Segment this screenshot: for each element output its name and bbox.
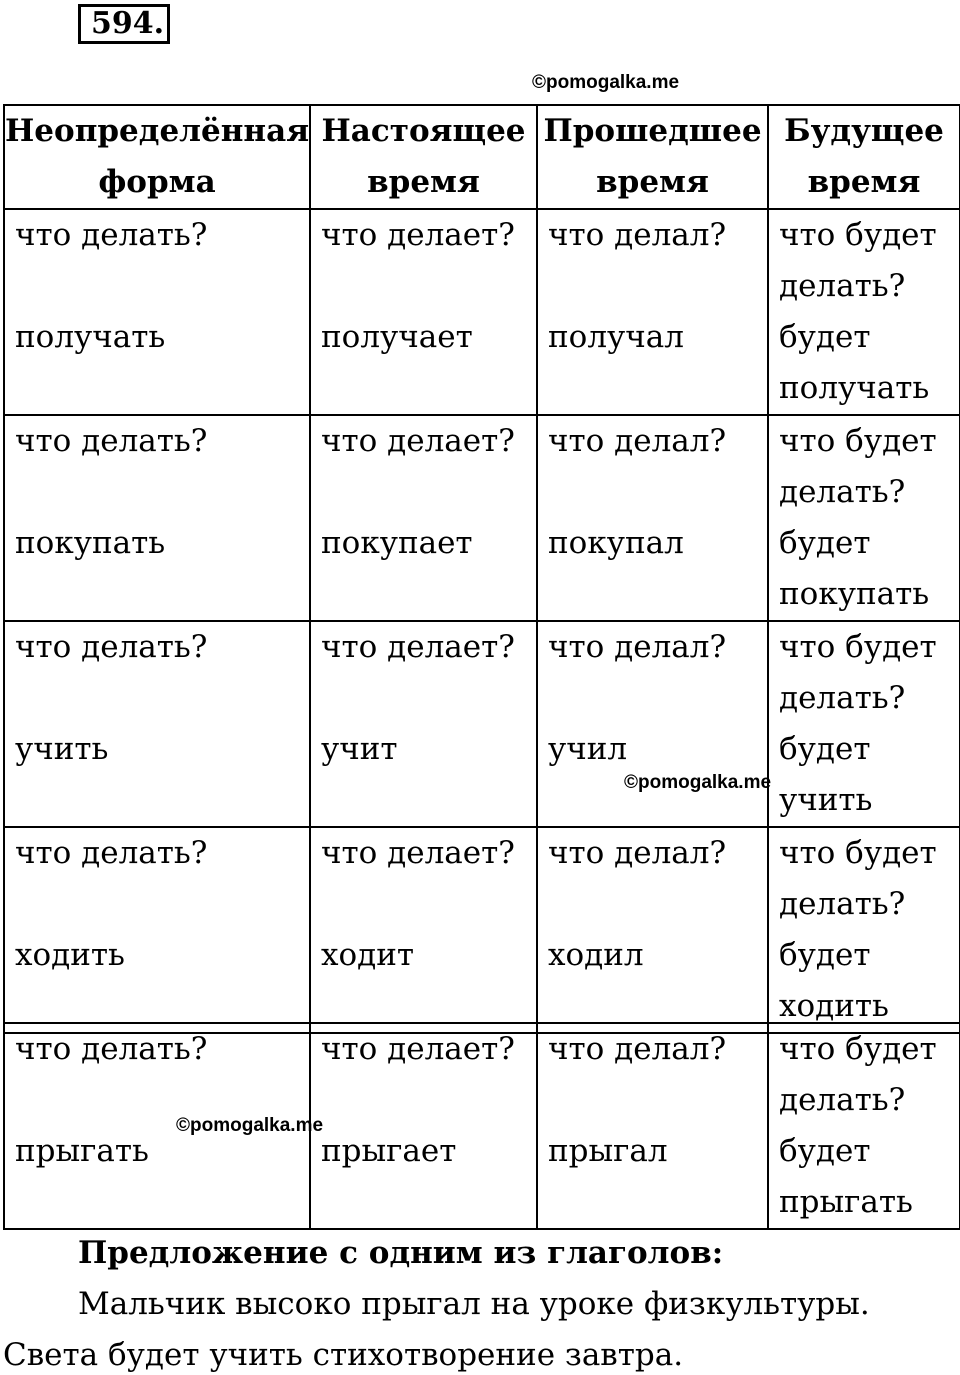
cell-future: [768, 415, 960, 621]
question: что делал?: [548, 629, 727, 665]
example-sentence: Света будет учить стихотворение завтра.: [3, 1337, 684, 1373]
cell-infinitive: [4, 621, 310, 827]
header-present: [310, 105, 537, 209]
header-past: [537, 105, 768, 209]
question: делать?: [779, 268, 906, 304]
question: что делал?: [548, 835, 727, 871]
cell-past: [537, 1023, 768, 1229]
verb: прыгал: [548, 1133, 668, 1169]
verb: ходит: [321, 937, 415, 973]
cell-past: [537, 209, 768, 415]
cell-future: [768, 621, 960, 827]
table-row: [4, 827, 960, 1033]
header-line: время: [596, 164, 709, 200]
question: что делать?: [15, 629, 208, 665]
cell-infinitive: [4, 827, 310, 1033]
header-line: Будущее: [784, 113, 944, 149]
question: что делать?: [15, 835, 208, 871]
cell-future: [768, 827, 960, 1033]
verb: ходить: [15, 937, 125, 973]
verb: будет: [779, 1133, 871, 1169]
verb: учил: [548, 731, 628, 767]
verb-tense-table-continued: [3, 1022, 960, 1230]
verb: получал: [548, 319, 684, 355]
verb: получает: [321, 319, 473, 355]
cell-present: [310, 621, 537, 827]
verb: покупать: [15, 525, 166, 561]
watermark: ©pomogalka.me: [176, 1115, 324, 1136]
verb: будет: [779, 937, 871, 973]
question: что делает?: [321, 423, 515, 459]
cell-future: [768, 1023, 960, 1229]
verb: покупал: [548, 525, 684, 561]
verb: покупать: [779, 576, 930, 612]
header-infinitive: [4, 105, 310, 209]
header-line: форма: [98, 164, 216, 200]
cell-present: [310, 827, 537, 1033]
watermark: ©pomogalka.me: [532, 72, 680, 93]
question: что делал?: [548, 423, 727, 459]
header-line: время: [807, 164, 921, 200]
cell-present: [310, 1023, 537, 1229]
verb: получать: [779, 370, 930, 406]
question: что делает?: [321, 835, 515, 871]
question: что делает?: [321, 1031, 515, 1067]
verb: покупает: [321, 525, 473, 561]
question: делать?: [779, 1082, 906, 1118]
table-row: [4, 1023, 960, 1229]
header-line: Настоящее: [321, 113, 526, 149]
table-row: [4, 621, 960, 827]
question: что делает?: [321, 629, 515, 665]
question: что будет: [779, 217, 937, 253]
verb: учит: [321, 731, 398, 767]
verb: будет: [779, 525, 871, 561]
cell-past: [537, 827, 768, 1033]
table-row: [4, 415, 960, 621]
question: делать?: [779, 474, 906, 510]
verb-tense-table: [3, 104, 960, 1034]
question: делать?: [779, 886, 906, 922]
cell-present: [310, 415, 537, 621]
cell-infinitive: [4, 415, 310, 621]
header-line: Неопределённая: [5, 113, 310, 149]
header-line: время: [367, 164, 480, 200]
watermark: ©pomogalka.me: [624, 772, 772, 793]
question: что делать?: [15, 1031, 208, 1067]
question: что будет: [779, 423, 937, 459]
question: что будет: [779, 629, 937, 665]
question: что делал?: [548, 1031, 727, 1067]
example-sentence: Мальчик высоко прыгал на уроке физкультуры.: [78, 1286, 870, 1322]
cell-past: [537, 415, 768, 621]
verb: получать: [15, 319, 166, 355]
cell-present: [310, 209, 537, 415]
verb: будет: [779, 731, 871, 767]
question: что будет: [779, 835, 937, 871]
table-header-row: [4, 105, 960, 209]
cell-future: [768, 209, 960, 415]
question: что делать?: [15, 217, 208, 253]
verb: учить: [15, 731, 109, 767]
question: что делает?: [321, 217, 515, 253]
cell-infinitive: [4, 209, 310, 415]
verb: ходил: [548, 937, 644, 973]
sentence-heading: Предложение с одним из глаголов:: [78, 1235, 724, 1271]
header-future: [768, 105, 960, 209]
task-number: 594.: [78, 4, 170, 44]
question: что будет: [779, 1031, 937, 1067]
cell-past: [537, 621, 768, 827]
table-row: [4, 209, 960, 415]
verb: прыгает: [321, 1133, 457, 1169]
question: делать?: [779, 680, 906, 716]
verb: прыгать: [779, 1184, 913, 1220]
verb: ходить: [779, 988, 889, 1024]
header-line: Прошедшее: [543, 113, 762, 149]
verb: будет: [779, 319, 871, 355]
question: что делать?: [15, 423, 208, 459]
verb: прыгать: [15, 1133, 149, 1169]
question: что делал?: [548, 217, 727, 253]
verb: учить: [779, 782, 873, 818]
